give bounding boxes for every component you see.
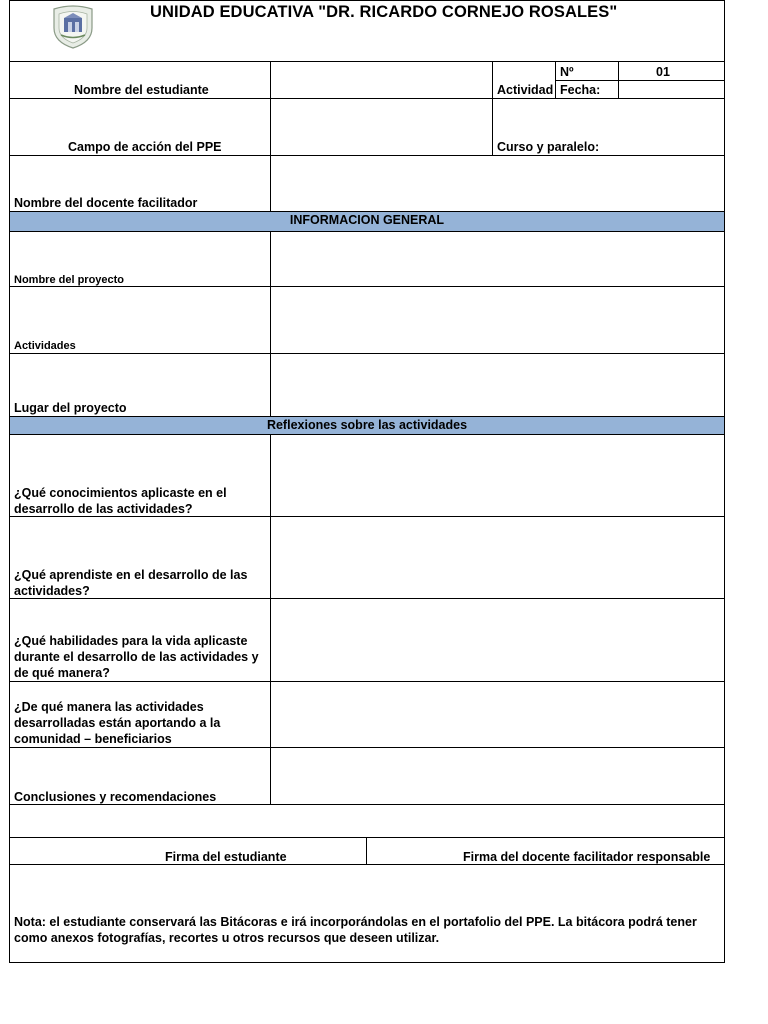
reflection-question: ¿De qué manera las actividades desarrolladas están aportando a la comunidad – beneficiarios: [14, 700, 221, 746]
student-signature-label: Firma del estudiante: [165, 850, 287, 864]
date-label: Fecha:: [560, 83, 601, 97]
number-value: 01: [656, 65, 670, 79]
project-name-field[interactable]: [271, 232, 724, 286]
divider: [492, 61, 493, 155]
project-place-label: Lugar del proyecto: [14, 401, 127, 415]
teacher-name-label: Nombre del docente facilitador: [14, 196, 198, 210]
conclusions-label: Conclusiones y recomendaciones: [14, 790, 217, 804]
number-label: Nº: [560, 65, 574, 79]
teacher-name-field[interactable]: [271, 156, 724, 211]
page-title: UNIDAD EDUCATIVA "DR. RICARDO CORNEJO ROSALES": [150, 3, 618, 21]
student-name-field[interactable]: [271, 62, 491, 98]
student-name-label: Nombre del estudiante: [74, 83, 209, 97]
teacher-signature-label: Firma del docente facilitador responsable: [463, 850, 711, 864]
field-of-action-field[interactable]: [271, 99, 491, 155]
reflection-answer-field[interactable]: [271, 517, 724, 598]
reflection-answer-field[interactable]: [271, 599, 724, 681]
divider: [366, 837, 367, 864]
divider: [10, 837, 724, 838]
reflection-question: ¿Qué habilidades para la vida aplicaste durante el desarrollo de las actividades y de qué manera?: [14, 634, 259, 680]
field-of-action-label: Campo de acción del PPE: [68, 140, 222, 154]
reflection-question: ¿Qué conocimientos aplicaste en el desarrollo de las actividades?: [14, 486, 227, 516]
footer-note: Nota: el estudiante conservará las Bitácoras e irá incorporándolas en el portafolio del PPE. La bitácora podrá tener como anexos fotografías, recortes u otros recursos que deseen utilizar.: [14, 915, 697, 945]
project-place-field[interactable]: [271, 354, 724, 416]
activities-field[interactable]: [271, 287, 724, 353]
school-logo: [48, 4, 98, 49]
reflection-answer-field[interactable]: [271, 682, 724, 747]
reflection-answer-field[interactable]: [271, 435, 724, 516]
activities-label: Actividades: [14, 340, 76, 352]
general-info-heading: INFORMACION GENERAL: [10, 211, 724, 232]
reflections-heading: Reflexiones sobre las actividades: [10, 416, 724, 435]
conclusions-field[interactable]: [271, 748, 724, 804]
course-label: Curso y paralelo:: [497, 140, 600, 154]
reflection-question: ¿Qué aprendiste en el desarrollo de las actividades?: [14, 568, 248, 598]
date-field[interactable]: [619, 81, 724, 98]
project-name-label: Nombre del proyecto: [14, 274, 125, 286]
activity-label: Actividad: [497, 83, 554, 97]
divider: [555, 61, 556, 98]
